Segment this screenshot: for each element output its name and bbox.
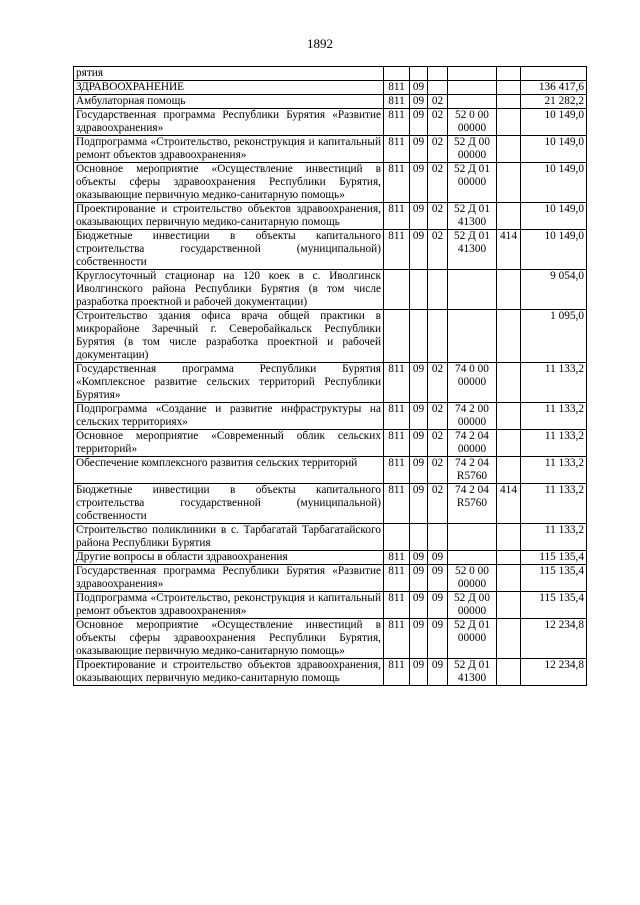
row-gr-cell: 811 [384, 457, 410, 484]
row-pr-cell: 02 [428, 203, 448, 230]
row-name-cell: Обеспечение комплексного развития сельских территорий [74, 457, 384, 484]
table-row [74, 81, 587, 95]
row-name-cell: Бюджетные инвестиции в объекты капитального строительства государственной (муниципальной) собственности [74, 230, 384, 270]
row-vr-cell [497, 363, 521, 403]
row-cs-cell: 52 Д 01 00000 [448, 163, 497, 203]
row-vr-cell [497, 619, 521, 659]
table-body [74, 67, 587, 686]
row-gr-cell: 811 [384, 619, 410, 659]
row-vr-cell [497, 95, 521, 109]
row-name-cell: ЗДРАВООХРАНЕНИЕ [74, 81, 384, 95]
row-cs-cell [448, 551, 497, 565]
row-gr-cell [384, 67, 410, 81]
row-name-cell: Проектирование и строительство объектов здравоохранения, оказывающих первичную медико-санитарную помощь [74, 659, 384, 686]
row-name-cell: Подпрограмма «Строительство, реконструкция и капитальный ремонт объектов здравоохранения» [74, 136, 384, 163]
row-vr-cell [497, 163, 521, 203]
table-row [74, 95, 587, 109]
table-row [74, 565, 587, 592]
row-name-cell: Строительство поликлиники в с. Тарбагатай Тарбагатайского района Республики Бурятия [74, 524, 384, 551]
row-cs-cell: 74 2 00 00000 [448, 403, 497, 430]
row-rz-cell: 09 [410, 403, 428, 430]
table-row [74, 363, 587, 403]
row-cs-cell [448, 310, 497, 363]
page-number: 1892 [307, 36, 333, 51]
row-vr-cell [497, 524, 521, 551]
row-sum-cell: 136 417,6 [521, 81, 587, 95]
row-rz-cell: 09 [410, 203, 428, 230]
row-cs-cell: 52 Д 00 00000 [448, 136, 497, 163]
row-vr-cell [497, 270, 521, 310]
row-rz-cell: 09 [410, 551, 428, 565]
row-gr-cell: 811 [384, 403, 410, 430]
row-cs-cell: 74 2 04 R5760 [448, 457, 497, 484]
row-pr-cell: 09 [428, 592, 448, 619]
row-cs-cell [448, 81, 497, 95]
row-name-cell: Государственная программа Республики Бурятия «Развитие здравоохранения» [74, 565, 384, 592]
row-sum-cell: 10 149,0 [521, 230, 587, 270]
row-rz-cell: 09 [410, 565, 428, 592]
table-row [74, 109, 587, 136]
row-vr-cell [497, 67, 521, 81]
row-rz-cell: 09 [410, 136, 428, 163]
row-sum-cell: 12 234,8 [521, 619, 587, 659]
row-name-cell: Бюджетные инвестиции в объекты капитального строительства государственной (муниципальной) собственности [74, 484, 384, 524]
table-row [74, 524, 587, 551]
row-name-cell: Круглосуточный стационар на 120 коек в с. Иволгинск Иволгинского района Республики Бурятия (в том числе разработка проектной и рабочей документации) [74, 270, 384, 310]
row-pr-cell: 09 [428, 565, 448, 592]
row-gr-cell: 811 [384, 95, 410, 109]
row-cs-cell [448, 95, 497, 109]
row-vr-cell [497, 310, 521, 363]
row-vr-cell [497, 457, 521, 484]
row-gr-cell: 811 [384, 484, 410, 524]
row-gr-cell: 811 [384, 136, 410, 163]
row-pr-cell [428, 524, 448, 551]
budget-table [73, 66, 587, 686]
row-rz-cell: 09 [410, 430, 428, 457]
row-rz-cell: 09 [410, 81, 428, 95]
row-sum-cell: 12 234,8 [521, 659, 587, 686]
row-rz-cell: 09 [410, 109, 428, 136]
row-pr-cell [428, 81, 448, 95]
row-name-cell: Основное мероприятие «Осуществление инвестиций в объекты сферы здравоохранения Республики Бурятия, оказывающие первичную медико-санитарную помощь» [74, 163, 384, 203]
table-row [74, 270, 587, 310]
row-name-cell: Другие вопросы в области здравоохранения [74, 551, 384, 565]
row-vr-cell [497, 592, 521, 619]
row-sum-cell: 115 135,4 [521, 565, 587, 592]
row-vr-cell [497, 565, 521, 592]
row-name-cell: Амбулаторная помощь [74, 95, 384, 109]
row-pr-cell [428, 310, 448, 363]
row-pr-cell: 02 [428, 457, 448, 484]
row-pr-cell: 02 [428, 230, 448, 270]
table-row [74, 592, 587, 619]
row-sum-cell: 10 149,0 [521, 136, 587, 163]
row-cs-cell: 52 0 00 00000 [448, 109, 497, 136]
table-row [74, 484, 587, 524]
row-gr-cell: 811 [384, 230, 410, 270]
row-vr-cell [497, 551, 521, 565]
row-gr-cell [384, 310, 410, 363]
table-row [74, 659, 587, 686]
row-cs-cell: 52 Д 01 41300 [448, 203, 497, 230]
row-sum-cell: 1 095,0 [521, 310, 587, 363]
table-row [74, 310, 587, 363]
row-gr-cell: 811 [384, 81, 410, 95]
row-sum-cell [521, 67, 587, 81]
row-name-cell: рятия [74, 67, 384, 81]
row-gr-cell: 811 [384, 163, 410, 203]
table-row [74, 551, 587, 565]
row-gr-cell: 811 [384, 430, 410, 457]
row-rz-cell [410, 524, 428, 551]
row-gr-cell: 811 [384, 592, 410, 619]
row-rz-cell [410, 310, 428, 363]
row-pr-cell: 02 [428, 484, 448, 524]
table-row [74, 430, 587, 457]
row-vr-cell [497, 81, 521, 95]
row-gr-cell: 811 [384, 363, 410, 403]
row-cs-cell: 52 Д 01 00000 [448, 619, 497, 659]
row-gr-cell [384, 270, 410, 310]
row-sum-cell: 11 133,2 [521, 524, 587, 551]
row-pr-cell: 02 [428, 136, 448, 163]
row-rz-cell [410, 270, 428, 310]
row-sum-cell: 9 054,0 [521, 270, 587, 310]
row-name-cell: Основное мероприятие «Осуществление инвестиций в объекты сферы здравоохранения Республики Бурятия, оказывающие первичную медико-санитарную помощь» [74, 619, 384, 659]
row-vr-cell: 414 [497, 230, 521, 270]
row-cs-cell [448, 67, 497, 81]
row-gr-cell: 811 [384, 551, 410, 565]
row-pr-cell: 02 [428, 95, 448, 109]
row-pr-cell: 02 [428, 363, 448, 403]
row-vr-cell [497, 430, 521, 457]
row-sum-cell: 11 133,2 [521, 457, 587, 484]
row-sum-cell: 115 135,4 [521, 551, 587, 565]
row-pr-cell: 09 [428, 551, 448, 565]
row-rz-cell: 09 [410, 457, 428, 484]
row-rz-cell: 09 [410, 95, 428, 109]
row-pr-cell: 09 [428, 619, 448, 659]
row-cs-cell [448, 270, 497, 310]
row-rz-cell [410, 67, 428, 81]
row-vr-cell [497, 136, 521, 163]
row-sum-cell: 115 135,4 [521, 592, 587, 619]
row-gr-cell: 811 [384, 203, 410, 230]
table-row [74, 136, 587, 163]
row-name-cell: Проектирование и строительство объектов здравоохранения, оказывающих первичную медико-санитарную помощь [74, 203, 384, 230]
row-cs-cell: 52 0 00 00000 [448, 565, 497, 592]
row-cs-cell: 52 Д 01 41300 [448, 230, 497, 270]
table-row [74, 67, 587, 81]
row-sum-cell: 10 149,0 [521, 163, 587, 203]
row-sum-cell: 11 133,2 [521, 430, 587, 457]
row-rz-cell: 09 [410, 619, 428, 659]
row-gr-cell: 811 [384, 109, 410, 136]
row-sum-cell: 11 133,2 [521, 484, 587, 524]
row-cs-cell: 52 Д 01 41300 [448, 659, 497, 686]
row-name-cell: Основное мероприятие «Современный облик сельских территорий» [74, 430, 384, 457]
row-cs-cell [448, 524, 497, 551]
row-gr-cell: 811 [384, 565, 410, 592]
table-row [74, 230, 587, 270]
row-rz-cell: 09 [410, 163, 428, 203]
row-pr-cell [428, 67, 448, 81]
row-sum-cell: 11 133,2 [521, 403, 587, 430]
row-vr-cell [497, 403, 521, 430]
row-sum-cell: 10 149,0 [521, 109, 587, 136]
row-gr-cell [384, 524, 410, 551]
row-name-cell: Государственная программа Республики Бурятия «Развитие здравоохранения» [74, 109, 384, 136]
row-sum-cell: 10 149,0 [521, 203, 587, 230]
row-pr-cell: 02 [428, 109, 448, 136]
table-row [74, 403, 587, 430]
row-pr-cell: 02 [428, 163, 448, 203]
row-name-cell: Государственная программа Республики Бурятия «Комплексное развитие сельских территорий Республики Бурятия» [74, 363, 384, 403]
row-sum-cell: 11 133,2 [521, 363, 587, 403]
row-cs-cell: 74 0 00 00000 [448, 363, 497, 403]
row-pr-cell [428, 270, 448, 310]
row-pr-cell: 02 [428, 430, 448, 457]
row-name-cell: Подпрограмма «Строительство, реконструкция и капитальный ремонт объектов здравоохранения» [74, 592, 384, 619]
row-vr-cell [497, 109, 521, 136]
row-cs-cell: 74 2 04 R5760 [448, 484, 497, 524]
row-rz-cell: 09 [410, 592, 428, 619]
table-row [74, 203, 587, 230]
table-row [74, 619, 587, 659]
row-vr-cell: 414 [497, 484, 521, 524]
row-rz-cell: 09 [410, 363, 428, 403]
row-pr-cell: 02 [428, 403, 448, 430]
row-name-cell: Подпрограмма «Создание и развитие инфраструктуры на сельских территориях» [74, 403, 384, 430]
row-vr-cell [497, 203, 521, 230]
row-cs-cell: 52 Д 00 00000 [448, 592, 497, 619]
row-rz-cell: 09 [410, 659, 428, 686]
row-rz-cell: 09 [410, 484, 428, 524]
row-rz-cell: 09 [410, 230, 428, 270]
row-name-cell: Строительство здания офиса врача общей практики в микрорайоне Заречный г. Северобайкальск Республики Бурятия (в том числе разработка проектной и рабочей документации) [74, 310, 384, 363]
table-row [74, 163, 587, 203]
row-gr-cell: 811 [384, 659, 410, 686]
table-row [74, 457, 587, 484]
row-vr-cell [497, 659, 521, 686]
row-cs-cell: 74 2 04 00000 [448, 430, 497, 457]
row-sum-cell: 21 282,2 [521, 95, 587, 109]
row-pr-cell: 09 [428, 659, 448, 686]
